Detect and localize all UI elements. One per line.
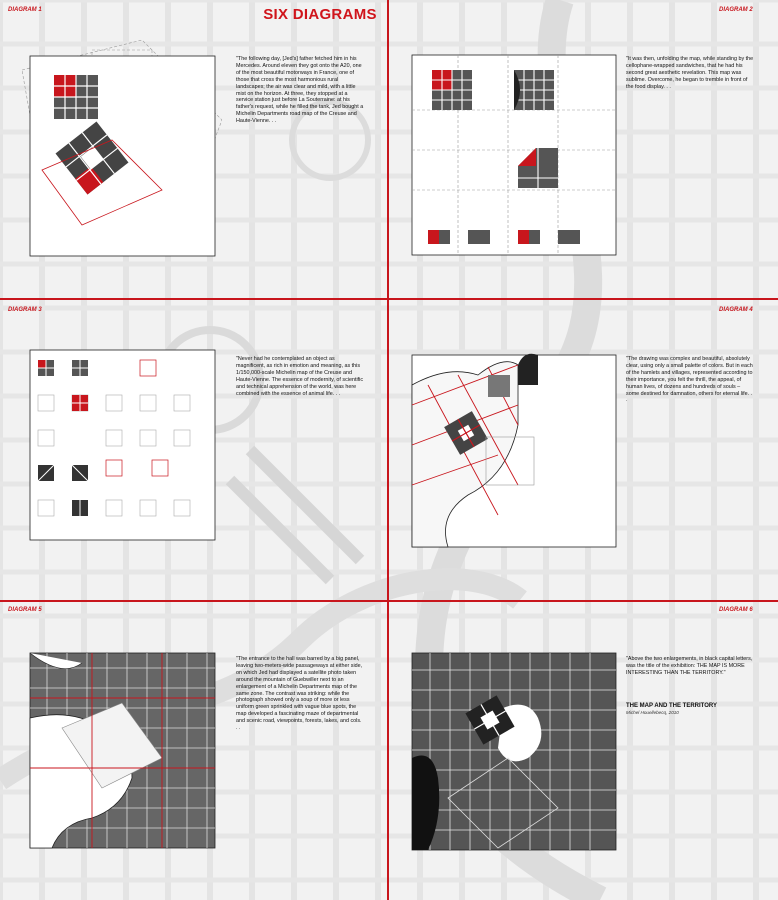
caption-title: THE MAP AND THE TERRITORY	[626, 703, 718, 709]
diagram-4-quote: "The drawing was complex and beautiful, absolutely clear, using only a small palette of colors. But in each of the hamlets and villages, represented according to their importance, you felt the thrill, the appeal, of human lives, of dozens and hundreds of souls – some destined for damnation, others for eternal life. . .	[626, 356, 753, 404]
diagram-2-drawing	[408, 40, 620, 260]
poster-title: SIX DIAGRAMS	[263, 6, 377, 23]
caption-author: Michel Houellebecq, 2010	[626, 710, 679, 715]
horizontal-divider-1	[0, 298, 778, 300]
diagram-3-drawing	[22, 345, 222, 545]
diagram-1-drawing	[22, 40, 222, 270]
diagram-2-label: DIAGRAM 2	[719, 7, 753, 13]
diagram-6-quote: "Above the two enlargements, in black capital letters, was the title of the exhibition: THE MAP IS MORE INTERESTING THAN THE TERRITORY."	[626, 656, 753, 676]
diagram-6-drawing	[408, 648, 620, 858]
diagram-3-quote: "Never had he contemplated an object as magnificent, as rich in emotion and meaning, as this 1/150,000-scale Michelin map of the Creuse and Haute-Vienne. The essence of modernity, of scientific and technical apprehension of the world, was here combined with the essence of animal life. . .	[236, 356, 364, 397]
diagram-4-label: DIAGRAM 4	[719, 307, 753, 313]
diagram-5-quote: "The entrance to the hall was barred by a big panel, leaving two-meters-wide passageways at either side, on which Jed had displayed a satellite photo taken around the mountain of Guebwiller next to an enlargement of a Michelin Departments map of the same zone. The contrast was striking: while the photograph showed only a soup of more or less uniform green sprinkled with vague blue spots, the map developed a fascinating maze of departmental and scenic road, viewpoints, forests, lakes, and cols. . .	[236, 656, 363, 732]
diagram-5-drawing	[22, 648, 222, 853]
horizontal-divider-2	[0, 600, 778, 602]
diagram-6-label: DIAGRAM 6	[719, 607, 753, 613]
vertical-divider	[387, 0, 389, 900]
diagram-1-quote: "The following day, [Jed's] father fetched him in his Mercedes. Around eleven they got onto the A20, one of the most beautiful motorways in France, one of those that cross the most harmonious rural landscapes; the air was clear and mild, with a little mist on the horizon. At three, they stopped at a service station just before La Souterraine: at his father's request, while he filled the tank, Jed bought a Michelin Departments road map of the Creuse and Haute-Vienne. . .	[236, 56, 364, 125]
diagram-5-label: DIAGRAM 5	[8, 607, 42, 613]
diagram-4-drawing	[408, 345, 620, 555]
diagram-3-label: DIAGRAM 3	[8, 307, 42, 313]
diagram-2-quote: "It was then, unfolding the map, while standing by the cellophane-wrapped sandwiches, that he had his second great aesthetic revelation. This map was sublime. Overcome, he began to tremble in front of the food display. . .	[626, 56, 754, 90]
diagram-1-label: DIAGRAM 1	[8, 7, 42, 13]
